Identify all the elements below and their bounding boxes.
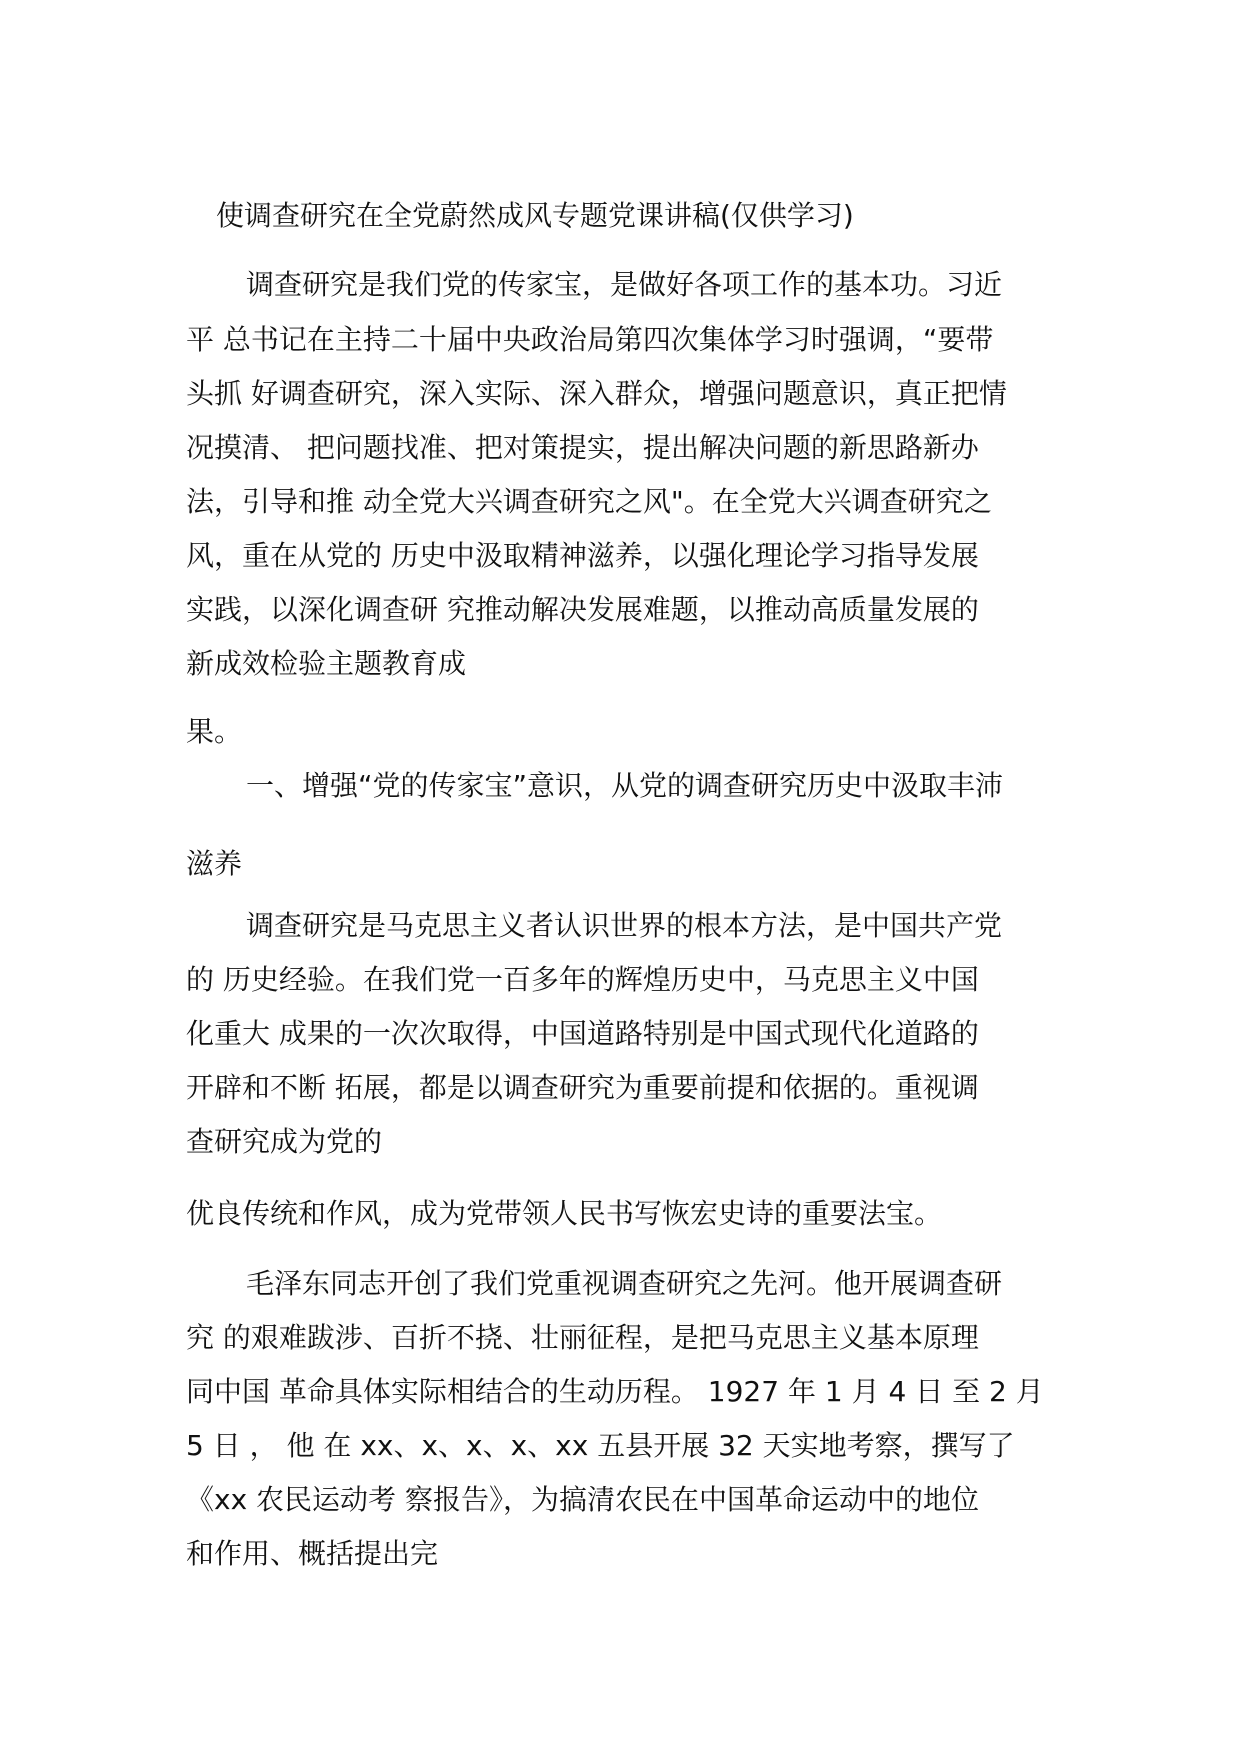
paragraph-line: 调查研究是马克思主义者认识世界的根本方法，是中国共产党 <box>246 909 1003 942</box>
paragraph-line: 平 总书记在主持二十届中央政治局第四次集体学习时强调，“要带 <box>186 323 994 356</box>
paragraph-line: 的 历史经验。在我们党一百多年的辉煌历史中，马克思主义中国 <box>186 963 979 996</box>
paragraph-line: 和作用、概括提出完 <box>186 1537 439 1570</box>
paragraph-line: 开辟和不断 拓展，都是以调查研究为重要前提和依据的。重视调 <box>186 1071 979 1104</box>
document-title: 使调查研究在全党蔚然成风专题党课讲稿(仅供学习) <box>216 199 854 232</box>
paragraph-line: 调查研究是我们党的传家宝，是做好各项工作的基本功。习近 <box>246 268 1003 301</box>
paragraph-line: 查研究成为党的 <box>186 1125 383 1158</box>
paragraph-line: 况摸清、 把问题找准、把对策提实，提出解决问题的新思路新办 <box>186 431 979 464</box>
paragraph-line: 《xx 农民运动考 察报告》，为搞清农民在中国革命运动中的地位 <box>186 1483 979 1516</box>
paragraph-line: 毛泽东同志开创了我们党重视调查研究之先河。他开展调查研 <box>246 1267 1003 1300</box>
paragraph-line: 新成效检验主题教育成 <box>186 647 467 680</box>
paragraph-line: 果。 <box>186 715 243 748</box>
paragraph-line: 头抓 好调查研究，深入实际、深入群众，增强问题意识，真正把情 <box>186 377 1007 410</box>
section-heading-continuation: 滋养 <box>186 847 243 880</box>
paragraph-line: 风，重在从党的 历史中汲取精神滋养，以强化理论学习指导发展 <box>186 539 979 572</box>
section-heading: 一、增强“党的传家宝”意识，从党的调查研究历史中汲取丰沛 <box>246 769 1004 802</box>
paragraph-line: 优良传统和作风，成为党带领人民书写恢宏史诗的重要法宝。 <box>186 1197 943 1230</box>
paragraph-line: 法，引导和推 动全党大兴调查研究之风"。在全党大兴调查研究之 <box>186 485 992 518</box>
paragraph-line: 5 日 ， 他 在 xx、x、x、x、xx 五县开展 32 天实地考察，撰写了 <box>186 1429 1015 1462</box>
paragraph-line: 化重大 成果的一次次取得，中国道路特别是中国式现代化道路的 <box>186 1017 979 1050</box>
paragraph-line: 究 的艰难跋涉、百折不挠、壮丽征程，是把马克思主义基本原理 <box>186 1321 979 1354</box>
paragraph-line: 同中国 革命具体实际相结合的生动历程。 1927 年 1 月 4 日 至 2 月 <box>186 1375 1044 1408</box>
paragraph-line: 实践，以深化调查研 究推动解决发展难题，以推动高质量发展的 <box>186 593 979 626</box>
